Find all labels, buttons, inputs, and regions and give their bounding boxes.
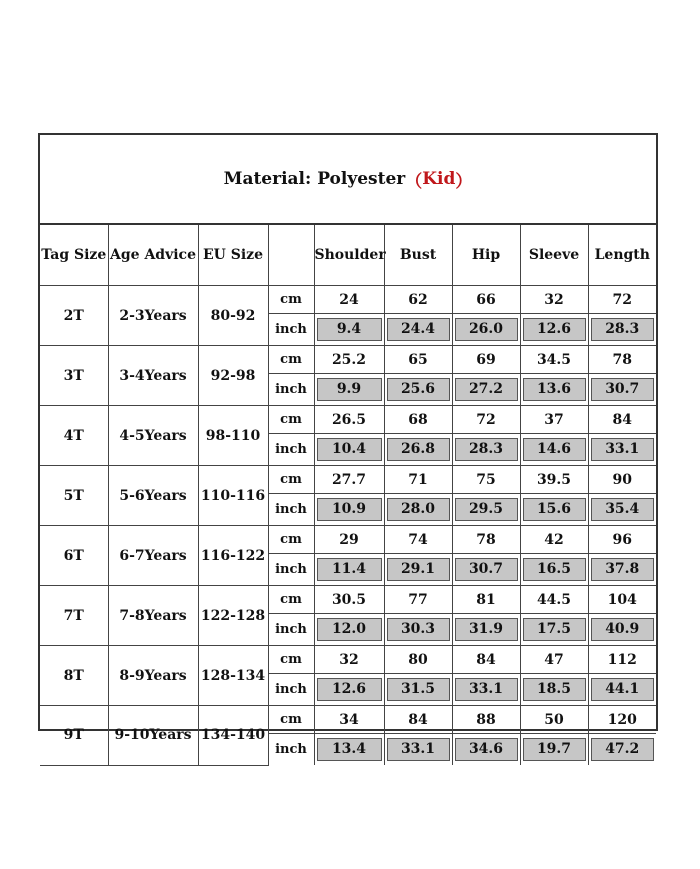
shoulder-inch-value: 12.6 bbox=[317, 678, 382, 701]
age-advice-cell: 8-9Years bbox=[108, 646, 198, 706]
eu-size-cell: 110-116 bbox=[198, 466, 268, 526]
eu-size-cell: 98-110 bbox=[198, 406, 268, 466]
age-advice-cell: 2-3Years bbox=[108, 286, 198, 346]
sleeve-cm-cell: 34.5 bbox=[520, 346, 588, 374]
shoulder-inch-value: 12.0 bbox=[317, 618, 382, 641]
length-cm-cell: 90 bbox=[588, 466, 656, 494]
length-inch-cell bbox=[588, 734, 656, 766]
sleeve-inch-value: 16.5 bbox=[523, 558, 586, 581]
age-advice-cell: 6-7Years bbox=[108, 526, 198, 586]
bust-inch-value: 33.1 bbox=[387, 738, 450, 761]
bust-cm-cell: 71 bbox=[384, 466, 452, 494]
length-inch-value: 35.4 bbox=[591, 498, 655, 521]
sleeve-inch-cell bbox=[520, 734, 588, 766]
unit-cm-label: cm bbox=[268, 466, 314, 494]
shoulder-inch-value: 11.4 bbox=[317, 558, 382, 581]
bust-inch-cell bbox=[384, 674, 452, 706]
bust-inch-value: 30.3 bbox=[387, 618, 450, 641]
shoulder-cm-cell: 27.7 bbox=[314, 466, 384, 494]
hip-cm-cell: 66 bbox=[452, 286, 520, 314]
bust-inch-cell bbox=[384, 734, 452, 766]
shoulder-inch-cell bbox=[314, 494, 384, 526]
sleeve-inch-cell bbox=[520, 614, 588, 646]
length-inch-cell bbox=[588, 554, 656, 586]
unit-inch-label: inch bbox=[268, 314, 314, 346]
length-inch-cell bbox=[588, 494, 656, 526]
sleeve-cm-cell: 42 bbox=[520, 526, 588, 554]
hip-inch-cell bbox=[452, 314, 520, 346]
table-row-cm bbox=[40, 406, 656, 434]
table-row-cm bbox=[40, 646, 656, 674]
sleeve-cm-cell: 50 bbox=[520, 706, 588, 734]
size-chart bbox=[38, 133, 658, 757]
hip-inch-value: 28.3 bbox=[455, 438, 518, 461]
unit-inch-label: inch bbox=[268, 554, 314, 586]
length-cm-cell: 112 bbox=[588, 646, 656, 674]
length-inch-cell bbox=[588, 674, 656, 706]
bust-inch-cell bbox=[384, 494, 452, 526]
sleeve-inch-value: 17.5 bbox=[523, 618, 586, 641]
sleeve-cm-cell: 37 bbox=[520, 406, 588, 434]
unit-cm-label: cm bbox=[268, 526, 314, 554]
unit-inch-label: inch bbox=[268, 494, 314, 526]
title-kid-label: Kid bbox=[422, 169, 456, 189]
shoulder-inch-cell bbox=[314, 674, 384, 706]
length-cm-cell: 120 bbox=[588, 706, 656, 734]
length-inch-value: 37.8 bbox=[591, 558, 655, 581]
bust-inch-value: 26.8 bbox=[387, 438, 450, 461]
tag-size-cell: 6T bbox=[40, 526, 108, 586]
table-row-cm bbox=[40, 346, 656, 374]
shoulder-inch-cell bbox=[314, 374, 384, 406]
table-row-cm bbox=[40, 526, 656, 554]
length-inch-cell bbox=[588, 314, 656, 346]
hip-inch-value: 29.5 bbox=[455, 498, 518, 521]
hip-inch-value: 34.6 bbox=[455, 738, 518, 761]
tag-size-cell: 2T bbox=[40, 286, 108, 346]
length-inch-value: 33.1 bbox=[591, 438, 655, 461]
sleeve-inch-cell bbox=[520, 374, 588, 406]
table-row-cm bbox=[40, 286, 656, 314]
tag-size-cell: 4T bbox=[40, 406, 108, 466]
sleeve-inch-value: 19.7 bbox=[523, 738, 586, 761]
eu-size-cell: 116-122 bbox=[198, 526, 268, 586]
header-row bbox=[40, 225, 656, 286]
bust-inch-value: 31.5 bbox=[387, 678, 450, 701]
shoulder-inch-cell bbox=[314, 434, 384, 466]
header-sleeve: Sleeve bbox=[520, 225, 588, 286]
sleeve-inch-cell bbox=[520, 434, 588, 466]
bust-inch-value: 24.4 bbox=[387, 318, 450, 341]
bust-cm-cell: 62 bbox=[384, 286, 452, 314]
hip-cm-cell: 81 bbox=[452, 586, 520, 614]
table-row-cm bbox=[40, 706, 656, 734]
length-inch-value: 47.2 bbox=[591, 738, 655, 761]
shoulder-cm-cell: 26.5 bbox=[314, 406, 384, 434]
hip-inch-cell bbox=[452, 674, 520, 706]
eu-size-cell: 80-92 bbox=[198, 286, 268, 346]
shoulder-inch-value: 13.4 bbox=[317, 738, 382, 761]
shoulder-inch-value: 9.4 bbox=[317, 318, 382, 341]
unit-cm-label: cm bbox=[268, 646, 314, 674]
title-close-paren: ） bbox=[455, 171, 473, 192]
length-cm-cell: 78 bbox=[588, 346, 656, 374]
unit-cm-label: cm bbox=[268, 406, 314, 434]
length-cm-cell: 72 bbox=[588, 286, 656, 314]
unit-cm-label: cm bbox=[268, 586, 314, 614]
length-inch-value: 44.1 bbox=[591, 678, 655, 701]
sleeve-inch-cell bbox=[520, 314, 588, 346]
bust-inch-cell bbox=[384, 374, 452, 406]
shoulder-inch-cell bbox=[314, 554, 384, 586]
length-inch-value: 30.7 bbox=[591, 378, 655, 401]
shoulder-inch-cell bbox=[314, 614, 384, 646]
unit-cm-label: cm bbox=[268, 286, 314, 314]
header-tag-size: Tag Size bbox=[40, 225, 108, 286]
shoulder-inch-value: 10.9 bbox=[317, 498, 382, 521]
length-cm-cell: 84 bbox=[588, 406, 656, 434]
shoulder-cm-cell: 34 bbox=[314, 706, 384, 734]
size-table-body bbox=[40, 286, 656, 766]
hip-inch-cell bbox=[452, 494, 520, 526]
tag-size-cell: 7T bbox=[40, 586, 108, 646]
age-advice-cell: 5-6Years bbox=[108, 466, 198, 526]
hip-inch-cell bbox=[452, 614, 520, 646]
hip-inch-value: 33.1 bbox=[455, 678, 518, 701]
bust-inch-value: 25.6 bbox=[387, 378, 450, 401]
chart-title bbox=[40, 135, 656, 225]
hip-inch-cell bbox=[452, 734, 520, 766]
bust-cm-cell: 84 bbox=[384, 706, 452, 734]
eu-size-cell: 122-128 bbox=[198, 586, 268, 646]
bust-cm-cell: 77 bbox=[384, 586, 452, 614]
age-advice-cell: 4-5Years bbox=[108, 406, 198, 466]
shoulder-cm-cell: 24 bbox=[314, 286, 384, 314]
hip-inch-value: 30.7 bbox=[455, 558, 518, 581]
hip-cm-cell: 84 bbox=[452, 646, 520, 674]
age-advice-cell: 3-4Years bbox=[108, 346, 198, 406]
hip-inch-cell bbox=[452, 554, 520, 586]
bust-inch-value: 28.0 bbox=[387, 498, 450, 521]
age-advice-cell: 9-10Years bbox=[108, 706, 198, 766]
length-inch-cell bbox=[588, 434, 656, 466]
bust-cm-cell: 80 bbox=[384, 646, 452, 674]
bust-inch-cell bbox=[384, 554, 452, 586]
unit-inch-label: inch bbox=[268, 734, 314, 766]
bust-inch-cell bbox=[384, 314, 452, 346]
sleeve-inch-cell bbox=[520, 494, 588, 526]
shoulder-cm-cell: 29 bbox=[314, 526, 384, 554]
bust-inch-cell bbox=[384, 434, 452, 466]
unit-inch-label: inch bbox=[268, 434, 314, 466]
sleeve-inch-value: 12.6 bbox=[523, 318, 586, 341]
age-advice-cell: 7-8Years bbox=[108, 586, 198, 646]
length-inch-value: 40.9 bbox=[591, 618, 655, 641]
bust-cm-cell: 74 bbox=[384, 526, 452, 554]
shoulder-cm-cell: 30.5 bbox=[314, 586, 384, 614]
sleeve-cm-cell: 44.5 bbox=[520, 586, 588, 614]
header-unit bbox=[268, 225, 314, 286]
title-material: Material: Polyester bbox=[223, 169, 406, 189]
hip-inch-value: 26.0 bbox=[455, 318, 518, 341]
shoulder-cm-cell: 32 bbox=[314, 646, 384, 674]
hip-cm-cell: 72 bbox=[452, 406, 520, 434]
shoulder-inch-cell bbox=[314, 314, 384, 346]
tag-size-cell: 3T bbox=[40, 346, 108, 406]
tag-size-cell: 9T bbox=[40, 706, 108, 766]
bust-inch-value: 29.1 bbox=[387, 558, 450, 581]
shoulder-inch-value: 9.9 bbox=[317, 378, 382, 401]
unit-inch-label: inch bbox=[268, 674, 314, 706]
eu-size-cell: 134-140 bbox=[198, 706, 268, 766]
tag-size-cell: 5T bbox=[40, 466, 108, 526]
hip-inch-value: 27.2 bbox=[455, 378, 518, 401]
shoulder-cm-cell: 25.2 bbox=[314, 346, 384, 374]
length-cm-cell: 96 bbox=[588, 526, 656, 554]
length-inch-cell bbox=[588, 374, 656, 406]
shoulder-inch-cell bbox=[314, 734, 384, 766]
unit-inch-label: inch bbox=[268, 374, 314, 406]
shoulder-inch-value: 10.4 bbox=[317, 438, 382, 461]
bust-cm-cell: 68 bbox=[384, 406, 452, 434]
unit-cm-label: cm bbox=[268, 346, 314, 374]
header-length: Length bbox=[588, 225, 656, 286]
header-hip: Hip bbox=[452, 225, 520, 286]
hip-cm-cell: 69 bbox=[452, 346, 520, 374]
tag-size-cell: 8T bbox=[40, 646, 108, 706]
length-inch-value: 28.3 bbox=[591, 318, 655, 341]
header-bust: Bust bbox=[384, 225, 452, 286]
size-table bbox=[40, 225, 656, 766]
sleeve-inch-cell bbox=[520, 554, 588, 586]
hip-cm-cell: 88 bbox=[452, 706, 520, 734]
sleeve-inch-cell bbox=[520, 674, 588, 706]
length-inch-cell bbox=[588, 614, 656, 646]
eu-size-cell: 92-98 bbox=[198, 346, 268, 406]
sleeve-cm-cell: 32 bbox=[520, 286, 588, 314]
sleeve-inch-value: 18.5 bbox=[523, 678, 586, 701]
hip-cm-cell: 78 bbox=[452, 526, 520, 554]
hip-inch-cell bbox=[452, 374, 520, 406]
sleeve-inch-value: 15.6 bbox=[523, 498, 586, 521]
hip-cm-cell: 75 bbox=[452, 466, 520, 494]
table-row-cm bbox=[40, 466, 656, 494]
eu-size-cell: 128-134 bbox=[198, 646, 268, 706]
bust-cm-cell: 65 bbox=[384, 346, 452, 374]
sleeve-cm-cell: 39.5 bbox=[520, 466, 588, 494]
table-row-cm bbox=[40, 586, 656, 614]
bust-inch-cell bbox=[384, 614, 452, 646]
sleeve-inch-value: 13.6 bbox=[523, 378, 586, 401]
title-open-paren: （ bbox=[405, 171, 423, 192]
header-shoulder: Shoulder bbox=[314, 225, 384, 286]
sleeve-inch-value: 14.6 bbox=[523, 438, 586, 461]
sleeve-cm-cell: 47 bbox=[520, 646, 588, 674]
header-age-advice: Age Advice bbox=[108, 225, 198, 286]
header-eu-size: EU Size bbox=[198, 225, 268, 286]
unit-inch-label: inch bbox=[268, 614, 314, 646]
hip-inch-cell bbox=[452, 434, 520, 466]
unit-cm-label: cm bbox=[268, 706, 314, 734]
hip-inch-value: 31.9 bbox=[455, 618, 518, 641]
length-cm-cell: 104 bbox=[588, 586, 656, 614]
